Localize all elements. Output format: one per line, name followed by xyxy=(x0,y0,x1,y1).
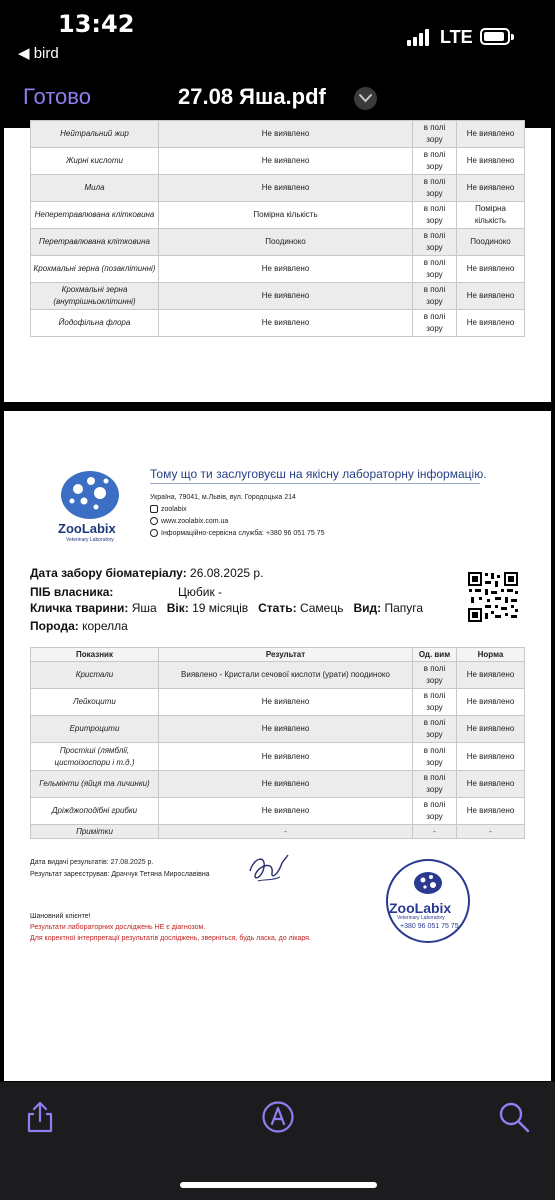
cell-norm: Не виявлено xyxy=(457,689,525,716)
disclaimer-1: Результати лабораторних досліджень НЕ є діагнозом. xyxy=(30,924,206,931)
table-row xyxy=(31,310,525,337)
col-header-norm: Норма xyxy=(457,648,525,662)
instagram-icon xyxy=(150,505,158,513)
results-table-page1 xyxy=(30,120,525,337)
species-label: Вид: xyxy=(353,601,382,615)
home-indicator[interactable] xyxy=(180,1182,377,1188)
table-row xyxy=(31,716,525,743)
table-row xyxy=(31,229,525,256)
cell-unit: в полі зору xyxy=(413,121,457,148)
cell-result: Виявлено - Кристали сечової кислоти (урати) поодиноко xyxy=(159,662,413,689)
table-row xyxy=(31,771,525,798)
cell-result: Не виявлено xyxy=(159,310,413,337)
cell-unit: в полі зору xyxy=(413,743,457,771)
cell-indicator: Жирні кислоти xyxy=(31,148,159,175)
disclaimer-2: Для коректної інтерпретації результатів досліджень, зверніться, будь ласка, до лікаря. xyxy=(30,935,311,942)
cell-result: Не виявлено xyxy=(159,283,413,310)
hotline-text: Інформаційно-сервісна служба: +380 96 051 75 75 xyxy=(161,529,325,537)
cell-unit: в полі зору xyxy=(413,716,457,743)
cell-norm: Не виявлено xyxy=(457,771,525,798)
cell-unit: в полі зору xyxy=(413,798,457,825)
table-row xyxy=(31,743,525,771)
signature-icon xyxy=(244,851,294,887)
cell-indicator: Гельмінти (яйця та личинки) xyxy=(31,771,159,798)
cell-indicator: Крохмальні зерна (позаклітинні) xyxy=(31,256,159,283)
cell-indicator: Еритроцити xyxy=(31,716,159,743)
results-table-page2 xyxy=(30,647,525,839)
breed-label: Порода: xyxy=(30,619,79,633)
cell-result: Не виявлено xyxy=(159,798,413,825)
pdf-page-2 xyxy=(4,411,551,1081)
cell-unit: в полі зору xyxy=(413,283,457,310)
cell-indicator: Лейкоцити xyxy=(31,689,159,716)
cell-unit: в полі зору xyxy=(413,148,457,175)
instagram-handle: zoolabix xyxy=(161,505,187,513)
table-row xyxy=(31,148,525,175)
sample-date-label: Дата забору біоматеріалу: xyxy=(30,566,187,580)
logo-wordmark: ZooLabix xyxy=(58,521,116,536)
age-label: Вік: xyxy=(166,601,189,615)
cell-result: Не виявлено xyxy=(159,121,413,148)
cell-unit: в полі зору xyxy=(413,689,457,716)
registered-by: Результат зареєстрував: Драччук Тетяна Мирославівна xyxy=(30,871,210,878)
table-row xyxy=(31,825,525,839)
info-icon xyxy=(150,529,158,537)
cell-unit: - xyxy=(413,825,457,839)
cell-norm: Не виявлено xyxy=(457,662,525,689)
cell-result: Помірна кількість xyxy=(159,202,413,229)
cell-unit: в полі зору xyxy=(413,175,457,202)
cell-result: Не виявлено xyxy=(159,175,413,202)
col-header-unit: Од. вим xyxy=(413,648,457,662)
cell-norm: Не виявлено xyxy=(457,148,525,175)
cell-indicator: Мила xyxy=(31,175,159,202)
col-header-result: Результат xyxy=(159,648,413,662)
lab-hotline xyxy=(150,529,325,537)
table-row xyxy=(31,202,525,229)
breed-value: корелла xyxy=(82,619,128,633)
cell-norm: Не виявлено xyxy=(457,283,525,310)
qr-code-icon xyxy=(467,571,519,623)
sex-label: Стать: xyxy=(258,601,297,615)
table-row xyxy=(31,662,525,689)
greeting: Шановний клієнте! xyxy=(30,913,91,920)
cell-indicator: Дріжджоподібні грибки xyxy=(31,798,159,825)
cell-norm: Поодиноко xyxy=(457,229,525,256)
cell-indicator: Перетравлювана клітковина xyxy=(31,229,159,256)
lab-instagram[interactable] xyxy=(150,505,187,513)
status-bar xyxy=(0,0,555,70)
share-icon[interactable] xyxy=(23,1100,57,1134)
stamp-subtitle: Veterinary Laboratory xyxy=(397,915,445,921)
divider xyxy=(150,483,480,484)
cell-unit: в полі зору xyxy=(413,229,457,256)
back-app-label: bird xyxy=(33,45,59,62)
table-row xyxy=(31,689,525,716)
cell-result: Не виявлено xyxy=(159,771,413,798)
logo-subtitle: Veterinary Laboratory xyxy=(66,537,114,543)
cell-result: Не виявлено xyxy=(159,256,413,283)
globe-icon xyxy=(150,517,158,525)
cell-unit: в полі зору xyxy=(413,202,457,229)
cell-norm: Не виявлено xyxy=(457,256,525,283)
table-header-row xyxy=(31,648,525,662)
pet-info-line xyxy=(30,601,423,615)
cell-norm: Не виявлено xyxy=(457,743,525,771)
age-value: 19 місяців xyxy=(192,601,249,615)
cell-unit: в полі зору xyxy=(413,662,457,689)
battery-icon xyxy=(480,28,510,45)
cell-result: Поодиноко xyxy=(159,229,413,256)
cell-indicator: Неперетравлювана клітковина xyxy=(31,202,159,229)
cell-indicator: Нейтральний жир xyxy=(31,121,159,148)
cell-indicator: Йодофільна флора xyxy=(31,310,159,337)
table-row xyxy=(31,283,525,310)
stamp-wordmark: ZooLabix xyxy=(389,900,452,916)
cell-norm: Не виявлено xyxy=(457,716,525,743)
lab-website[interactable] xyxy=(150,517,228,525)
search-icon[interactable] xyxy=(497,1100,531,1134)
cell-unit: в полі зору xyxy=(413,256,457,283)
cell-unit: в полі зору xyxy=(413,310,457,337)
pet-name-value: Яша xyxy=(131,601,157,615)
cell-indicator: Крохмальні зерна (внутрішньоклітинні) xyxy=(31,283,159,310)
pdf-page-1 xyxy=(4,123,551,402)
cell-result: Не виявлено xyxy=(159,743,413,771)
sex-value: Самець xyxy=(299,601,344,615)
cell-norm: Не виявлено xyxy=(457,121,525,148)
breed-field xyxy=(30,619,128,633)
cell-indicator: Кристали xyxy=(31,662,159,689)
table-row xyxy=(31,121,525,148)
table-row xyxy=(31,798,525,825)
sample-date-value: 26.08.2025 р. xyxy=(190,566,264,580)
issue-date: Дата видачі результатів: 27.08.2025 р. xyxy=(30,859,154,866)
cell-result: - xyxy=(159,825,413,839)
cell-norm: Не виявлено xyxy=(457,175,525,202)
lab-slogan: Тому що ти заслуговуєш на якісну лабораторну інформацію. xyxy=(150,467,487,481)
cell-result: Не виявлено xyxy=(159,689,413,716)
network-type: LTE xyxy=(440,27,473,47)
cell-norm: Помірна кількість xyxy=(457,202,525,229)
document-title[interactable]: 27.08 Яша.pdf xyxy=(178,84,326,109)
cell-norm: Не виявлено xyxy=(457,310,525,337)
col-header-indicator: Показник xyxy=(31,648,159,662)
table-row xyxy=(31,175,525,202)
owner-label: ПІБ власника: xyxy=(30,585,114,599)
table-row xyxy=(31,256,525,283)
cell-indicator: Простіші (лямблії, цистоізоспори і т.д.) xyxy=(31,743,159,771)
cell-indicator: Примітки xyxy=(31,825,159,839)
cell-unit: в полі зору xyxy=(413,771,457,798)
website-text: www.zoolabix.com.ua xyxy=(161,517,229,525)
markup-icon[interactable] xyxy=(261,1100,295,1134)
species-value: Папуга xyxy=(384,601,424,615)
stamp-phone: +380 96 051 75 75 xyxy=(400,923,459,930)
pet-name-label: Кличка тварини: xyxy=(30,601,129,615)
chevron-down-icon[interactable] xyxy=(354,87,377,110)
cell-norm: Не виявлено xyxy=(457,798,525,825)
back-to-app-link[interactable]: ◀ bird xyxy=(18,45,59,62)
signal-icon xyxy=(407,28,433,46)
done-button[interactable]: Готово xyxy=(23,84,91,109)
lab-address: Україна, 79041, м.Львів, вул. Городоцька 214 xyxy=(150,494,296,501)
cell-norm: - xyxy=(457,825,525,839)
cell-result: Не виявлено xyxy=(159,148,413,175)
cell-result: Не виявлено xyxy=(159,716,413,743)
status-time: 13:42 xyxy=(58,10,135,38)
owner-value: Цюбик - xyxy=(178,585,223,599)
sample-date-field xyxy=(30,566,263,580)
